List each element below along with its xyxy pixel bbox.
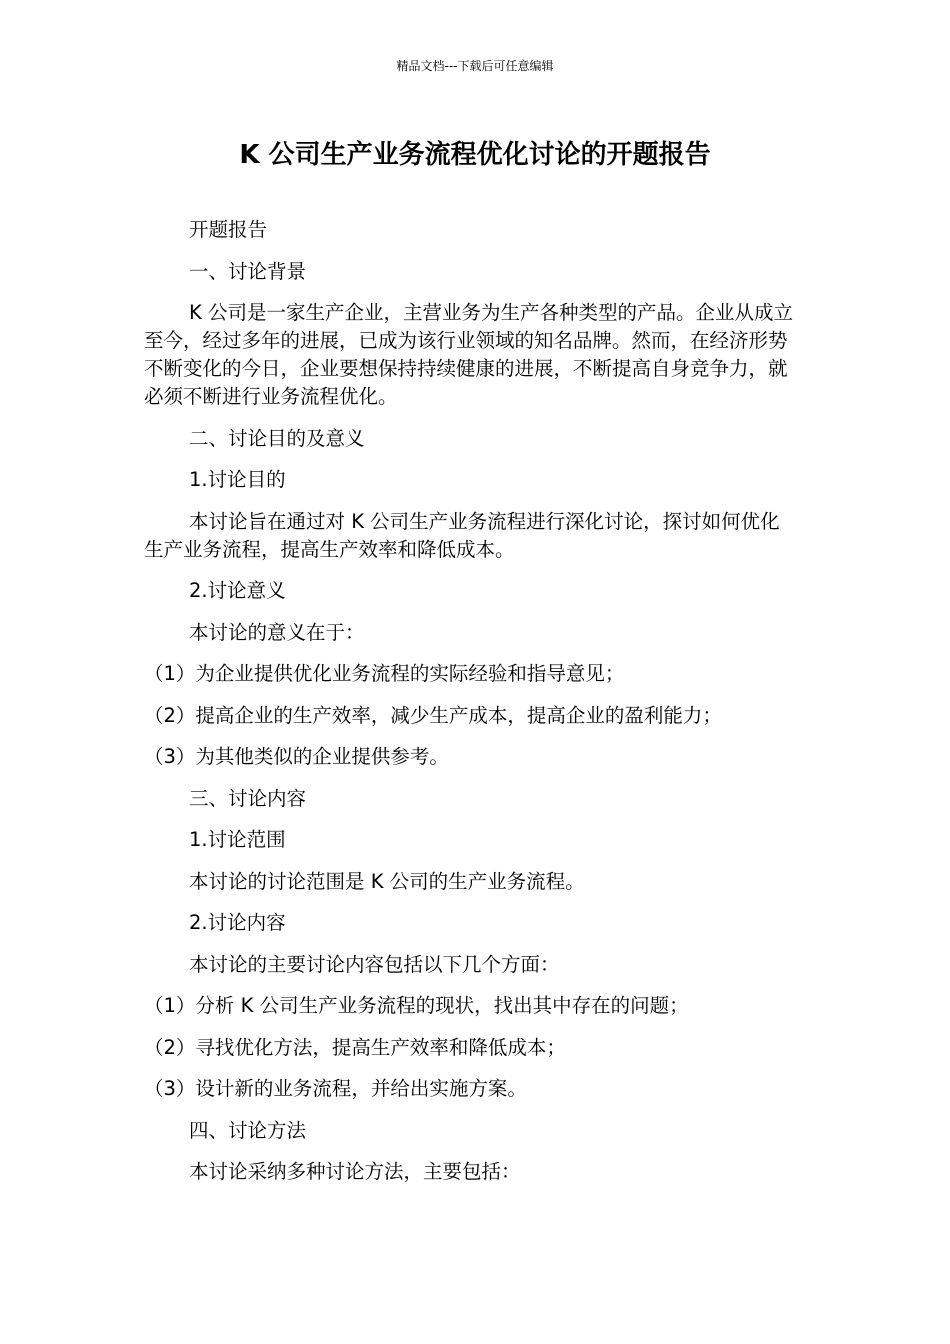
- list-item-significance-3: （3）为其他类似的企业提供参考。: [144, 745, 449, 768]
- document-title: K 公司生产业务流程优化讨论的开题报告: [239, 140, 711, 170]
- list-item-content-3: （3）设计新的业务流程，并给出实施方案。: [144, 1077, 527, 1100]
- section-heading-methods: 四、讨论方法: [189, 1118, 307, 1142]
- header-note: 精品文档---下载后可任意编辑: [396, 59, 554, 73]
- paragraph-significance-intro: 本讨论的意义在于：: [189, 620, 365, 644]
- subheading-content: 2.讨论内容: [189, 911, 286, 934]
- section-heading-purpose: 二、讨论目的及意义: [189, 426, 365, 450]
- paragraph-content-intro: 本讨论的主要讨论内容包括以下几个方面：: [189, 952, 560, 976]
- list-item-content-2: （2）寻找优化方法，提高生产效率和降低成本；: [144, 1035, 566, 1059]
- paragraph-methods-intro: 本讨论采纳多种讨论方法，主要包括：: [189, 1160, 521, 1183]
- subheading-significance: 2.讨论意义: [189, 579, 286, 602]
- subheading-purpose: 1.讨论目的: [189, 468, 286, 491]
- paragraph-report-label: 开题报告: [189, 218, 268, 241]
- subheading-scope: 1.讨论范围: [189, 828, 286, 851]
- document-body: [144, 216, 794, 1200]
- list-item-content-1: （1）分析 K 公司生产业务流程的现状，找出其中存在的问题；: [144, 994, 689, 1017]
- list-item-significance-2: （2）提高企业的生产效率，减少生产成本，提高企业的盈利能力；: [144, 703, 722, 727]
- section-heading-content: 三、讨论内容: [189, 786, 307, 810]
- paragraph-background: K 公司是一家生产企业，主营业务为生产各种类型的产品。企业从成立至今，经过多年的进展，已成为该行业领域的知名品牌。然而，在经济形势不断变化的今日，企业要想保持持续健康的进展，不断提高自身竞争力，就必须不断进行业务流程优化。: [144, 301, 793, 408]
- list-item-significance-1: （1）为企业提供优化业务流程的实际经验和指导意见；: [144, 662, 625, 685]
- section-heading-background: 一、讨论背景: [189, 259, 307, 283]
- paragraph-scope: 本讨论的讨论范围是 K 公司的生产业务流程。: [189, 869, 585, 893]
- paragraph-purpose: 本讨论旨在通过对 K 公司生产业务流程进行深化讨论，探讨如何优化生产业务流程，提高生产效率和降低成本。: [144, 509, 780, 561]
